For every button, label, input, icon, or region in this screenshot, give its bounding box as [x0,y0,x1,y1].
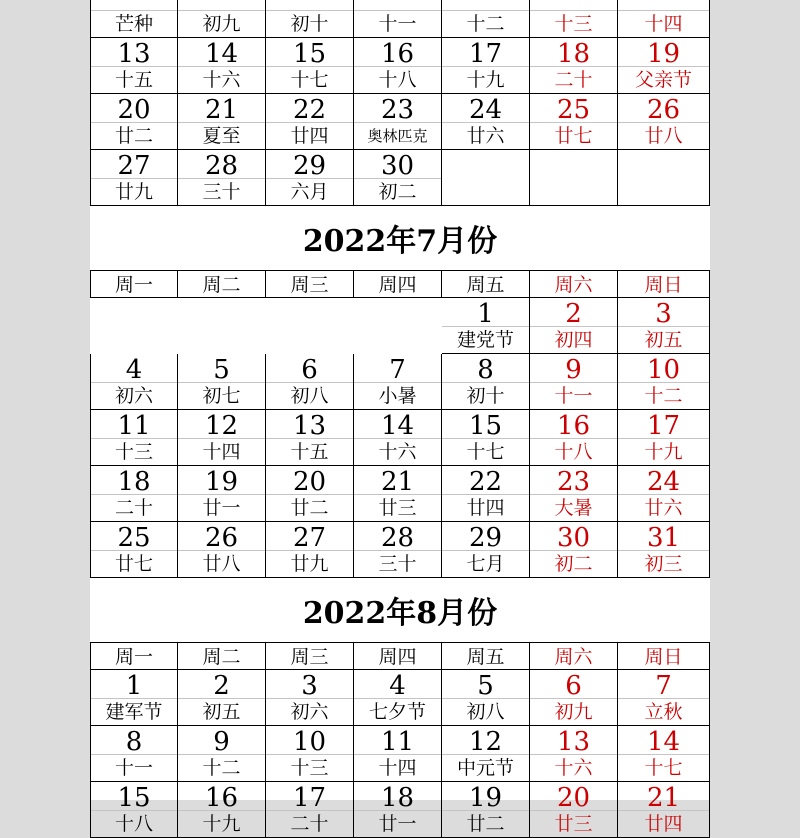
section-gap [90,578,710,586]
day-cell[interactable] [442,354,530,410]
lunar-label: 七月 [466,553,505,575]
day-number: 24 [468,95,503,125]
weekday-header: 周六 [530,642,618,670]
day-number: 2 [213,671,230,701]
day-number: 23 [380,95,415,125]
day-cell[interactable] [442,0,530,38]
day-cell[interactable] [530,410,618,466]
day-number: 5 [213,355,230,385]
day-number [618,0,709,12]
day-number: 4 [125,355,143,385]
day-number: 8 [477,355,494,385]
day-number: 7 [389,355,406,385]
day-cell[interactable] [442,150,530,206]
day-number: 4 [389,671,406,701]
month-section [90,0,710,206]
day-cell[interactable] [442,410,530,466]
lunar-label: 十七 [644,757,683,779]
day-number: 28 [380,523,415,553]
day-number: 9 [565,355,582,385]
day-number: 8 [125,727,143,757]
day-number: 15 [468,411,503,441]
lunar-label: 廿一 [378,813,417,835]
day-cell[interactable] [178,466,266,522]
day-cell[interactable] [90,670,178,726]
day-number [178,0,265,12]
calendar-page [90,0,710,835]
weekday-header: 周四 [354,270,442,298]
day-number: 15 [292,39,327,69]
day-number [91,0,177,12]
lunar-label: 十九 [466,69,505,91]
lunar-label: 十三 [290,757,329,779]
day-cell[interactable] [266,670,354,726]
day-cell[interactable] [442,782,530,838]
day-number: 17 [646,411,681,441]
lunar-label: 建党节 [456,329,514,351]
day-number: 28 [204,151,239,181]
day-number: 3 [655,299,672,329]
month-title: 2022年8月份 [302,596,498,631]
day-number: 22 [468,467,503,497]
day-cell[interactable] [618,782,710,838]
day-cell[interactable] [354,782,442,838]
day-number: 29 [292,151,327,181]
weekday-header: 周一 [90,642,178,670]
lunar-label: 七夕节 [368,701,426,723]
day-cell[interactable] [354,522,442,578]
lunar-label: 十四 [378,757,417,779]
lunar-label: 廿二 [466,813,505,835]
day-cell[interactable] [266,0,354,38]
lunar-label: 十八 [114,813,153,835]
empty-cell [354,298,442,354]
weekday-header: 周一 [90,270,178,298]
lunar-label: 廿八 [202,553,241,575]
day-cell[interactable] [90,466,178,522]
day-cell[interactable] [442,38,530,94]
day-cell[interactable] [618,466,710,522]
lunar-label: 二十 [114,497,153,519]
lunar-label: 廿九 [114,181,153,203]
day-number: 20 [117,95,151,125]
day-number: 25 [556,95,591,125]
day-cell[interactable] [530,466,618,522]
calendar-grid [90,670,710,838]
month-section [90,586,710,838]
weekday-header: 周二 [178,270,266,298]
day-number: 14 [204,39,239,69]
day-cell[interactable] [90,410,178,466]
lunar-label: 廿四 [290,125,329,147]
day-cell[interactable] [618,670,710,726]
month-title: 2022年7月份 [302,224,498,259]
lunar-label: 二十 [290,813,329,835]
day-cell[interactable] [178,410,266,466]
day-cell[interactable] [354,354,442,410]
day-number: 20 [556,783,591,813]
day-number: 30 [556,523,591,553]
lunar-label: 初四 [554,329,593,351]
day-number: 23 [556,467,591,497]
day-cell[interactable] [618,522,710,578]
empty-cell [90,298,178,354]
day-cell[interactable] [354,726,442,782]
lunar-label: 十二 [466,13,505,35]
day-cell[interactable] [90,0,178,38]
lunar-label: 廿二 [290,497,329,519]
lunar-label: 廿六 [466,125,505,147]
day-number: 29 [468,523,503,553]
lunar-label: 初八 [466,701,505,723]
day-cell[interactable] [266,410,354,466]
empty-cell [178,298,266,354]
lunar-label: 三十 [202,181,241,203]
lunar-label: 六月 [290,181,329,203]
day-cell[interactable] [354,38,442,94]
day-cell[interactable] [178,0,266,38]
day-number: 19 [468,783,503,813]
day-cell[interactable] [266,38,354,94]
day-number: 13 [117,39,151,69]
day-number: 26 [646,95,681,125]
month-section [90,214,710,578]
weekday-header: 周四 [354,642,442,670]
day-cell[interactable] [266,150,354,206]
day-cell[interactable] [354,466,442,522]
lunar-label: 廿四 [644,813,683,835]
day-cell[interactable] [530,782,618,838]
day-cell[interactable] [266,522,354,578]
day-cell[interactable] [178,94,266,150]
day-cell[interactable] [354,94,442,150]
day-number: 14 [646,727,681,757]
lunar-label: 初五 [644,329,683,351]
lunar-label: 十一 [114,757,153,779]
lunar-label: 夏至 [202,125,241,147]
day-number: 10 [646,355,681,385]
lunar-label: 建军节 [105,701,163,723]
lunar-label: 十六 [554,757,593,779]
day-cell[interactable] [266,466,354,522]
lunar-label: 十一 [554,385,593,407]
day-cell[interactable] [442,466,530,522]
lunar-label [530,180,617,206]
lunar-label: 初八 [290,385,329,407]
day-number: 10 [292,727,327,757]
day-cell[interactable] [618,150,710,206]
day-number [530,150,617,180]
day-cell[interactable] [618,0,710,38]
day-number: 18 [117,467,151,497]
lunar-label: 十七 [466,441,505,463]
lunar-label: 廿三 [554,813,593,835]
day-number: 9 [213,727,230,757]
lunar-label: 中元节 [456,757,514,779]
lunar-label: 十一 [378,13,417,35]
lunar-label: 初五 [202,701,241,723]
section-gap [90,206,710,214]
day-number: 11 [117,411,151,441]
lunar-label: 十三 [554,13,593,35]
lunar-label: 初二 [554,553,593,575]
day-number: 21 [380,467,415,497]
lunar-label: 小暑 [378,385,417,407]
day-number: 5 [477,671,494,701]
lunar-label: 初六 [114,385,153,407]
lunar-label: 十六 [202,69,241,91]
lunar-label: 十二 [644,385,683,407]
lunar-label [442,180,529,206]
lunar-label: 初九 [554,701,593,723]
day-number: 6 [565,671,582,701]
day-number: 13 [292,411,327,441]
day-cell[interactable] [618,94,710,150]
day-number: 16 [380,39,415,69]
lunar-label: 十三 [114,441,153,463]
lunar-label: 十八 [378,69,417,91]
weekday-header: 周日 [618,642,710,670]
day-cell[interactable] [178,522,266,578]
lunar-label: 初三 [644,553,683,575]
lunar-label: 十九 [202,813,241,835]
lunar-label: 廿二 [114,125,153,147]
day-number [530,0,617,12]
weekday-header: 周六 [530,270,618,298]
day-cell[interactable] [530,522,618,578]
day-cell[interactable] [266,782,354,838]
lunar-label: 廿七 [114,553,153,575]
day-number: 13 [556,727,591,757]
empty-cell [266,298,354,354]
day-cell[interactable] [90,522,178,578]
lunar-label: 十八 [554,441,593,463]
lunar-label: 初七 [202,385,241,407]
day-cell[interactable] [442,726,530,782]
lunar-label: 初二 [378,181,417,203]
day-cell[interactable] [90,782,178,838]
lunar-label: 十四 [644,13,683,35]
weekday-header: 周三 [266,270,354,298]
day-cell[interactable] [178,38,266,94]
day-cell[interactable] [530,94,618,150]
day-cell[interactable] [354,410,442,466]
calendar-grid [90,298,710,578]
day-number: 1 [477,299,494,329]
day-cell[interactable] [530,0,618,38]
day-number: 1 [125,671,143,701]
day-number [354,0,441,12]
lunar-label: 廿四 [466,497,505,519]
day-cell[interactable] [530,38,618,94]
lunar-label: 立秋 [644,701,683,723]
day-number: 12 [468,727,503,757]
day-cell[interactable] [266,726,354,782]
day-number: 25 [117,523,151,553]
weekday-header-row [90,642,710,670]
day-number: 16 [204,783,239,813]
lunar-label: 十五 [114,69,153,91]
day-number: 12 [204,411,239,441]
calendar-stack [90,0,710,838]
day-number: 18 [380,783,415,813]
lunar-label: 十二 [202,757,241,779]
lunar-label: 十七 [290,69,329,91]
day-cell[interactable] [530,354,618,410]
day-number [442,0,529,12]
lunar-label: 廿六 [644,497,683,519]
day-cell[interactable] [442,522,530,578]
weekday-header: 周五 [442,270,530,298]
lunar-label: 芒种 [114,13,153,35]
day-number: 11 [380,727,415,757]
day-number: 19 [646,39,681,69]
day-cell[interactable] [90,354,178,410]
day-number: 27 [292,523,327,553]
lunar-label: 十四 [202,441,241,463]
lunar-label: 初九 [202,13,241,35]
day-cell[interactable] [90,726,178,782]
day-number: 2 [565,299,582,329]
day-number: 16 [556,411,591,441]
day-number: 3 [301,671,318,701]
day-number: 30 [380,151,415,181]
day-number: 19 [204,467,239,497]
day-number [442,150,529,180]
day-cell[interactable] [266,94,354,150]
weekday-header: 周日 [618,270,710,298]
day-cell[interactable] [442,670,530,726]
day-number: 31 [646,523,681,553]
lunar-label: 十五 [290,441,329,463]
lunar-label: 初十 [466,385,505,407]
weekday-header: 周二 [178,642,266,670]
lunar-label: 初六 [290,701,329,723]
day-cell[interactable] [618,38,710,94]
day-cell[interactable] [90,94,178,150]
day-cell[interactable] [178,354,266,410]
day-number: 21 [204,95,239,125]
day-cell[interactable] [266,354,354,410]
lunar-label: 廿九 [290,553,329,575]
day-cell[interactable] [178,670,266,726]
lunar-label: 廿七 [554,125,593,147]
day-number: 22 [292,95,327,125]
day-cell[interactable] [90,150,178,206]
day-cell[interactable] [178,150,266,206]
day-cell[interactable] [442,94,530,150]
day-cell[interactable] [530,298,618,354]
lunar-label: 初十 [290,13,329,35]
day-number [618,150,709,180]
lunar-label: 廿三 [378,497,417,519]
lunar-label: 十六 [378,441,417,463]
lunar-label: 三十 [378,553,417,575]
weekday-header: 周五 [442,642,530,670]
weekday-header: 周三 [266,642,354,670]
day-number: 14 [380,411,415,441]
day-number: 20 [292,467,327,497]
day-number: 15 [117,783,151,813]
day-cell[interactable] [530,670,618,726]
day-cell[interactable] [178,726,266,782]
lunar-label: 奥林匹克 [367,127,428,145]
lunar-label: 廿一 [202,497,241,519]
day-number: 7 [655,671,672,701]
day-number: 17 [468,39,503,69]
day-cell[interactable] [618,726,710,782]
lunar-label: 二十 [554,69,593,91]
day-number: 24 [646,467,681,497]
lunar-label: 十九 [644,441,683,463]
day-cell[interactable] [530,726,618,782]
day-number: 6 [301,355,318,385]
day-cell[interactable] [90,38,178,94]
day-number: 26 [204,523,239,553]
day-number [266,0,353,12]
day-cell[interactable] [178,782,266,838]
lunar-label: 大暑 [554,497,593,519]
day-cell[interactable] [618,410,710,466]
lunar-label [618,180,709,206]
day-number: 21 [646,783,681,813]
calendar-grid [90,0,710,206]
day-cell[interactable] [442,298,530,354]
day-cell[interactable] [354,0,442,38]
day-cell[interactable] [354,150,442,206]
lunar-label: 父亲节 [634,69,692,91]
day-number: 17 [292,783,327,813]
day-cell[interactable] [354,670,442,726]
weekday-header-row [90,270,710,298]
day-cell[interactable] [618,298,710,354]
day-number: 27 [117,151,151,181]
day-cell[interactable] [530,150,618,206]
day-number: 18 [556,39,591,69]
day-cell[interactable] [618,354,710,410]
lunar-label: 廿八 [644,125,683,147]
